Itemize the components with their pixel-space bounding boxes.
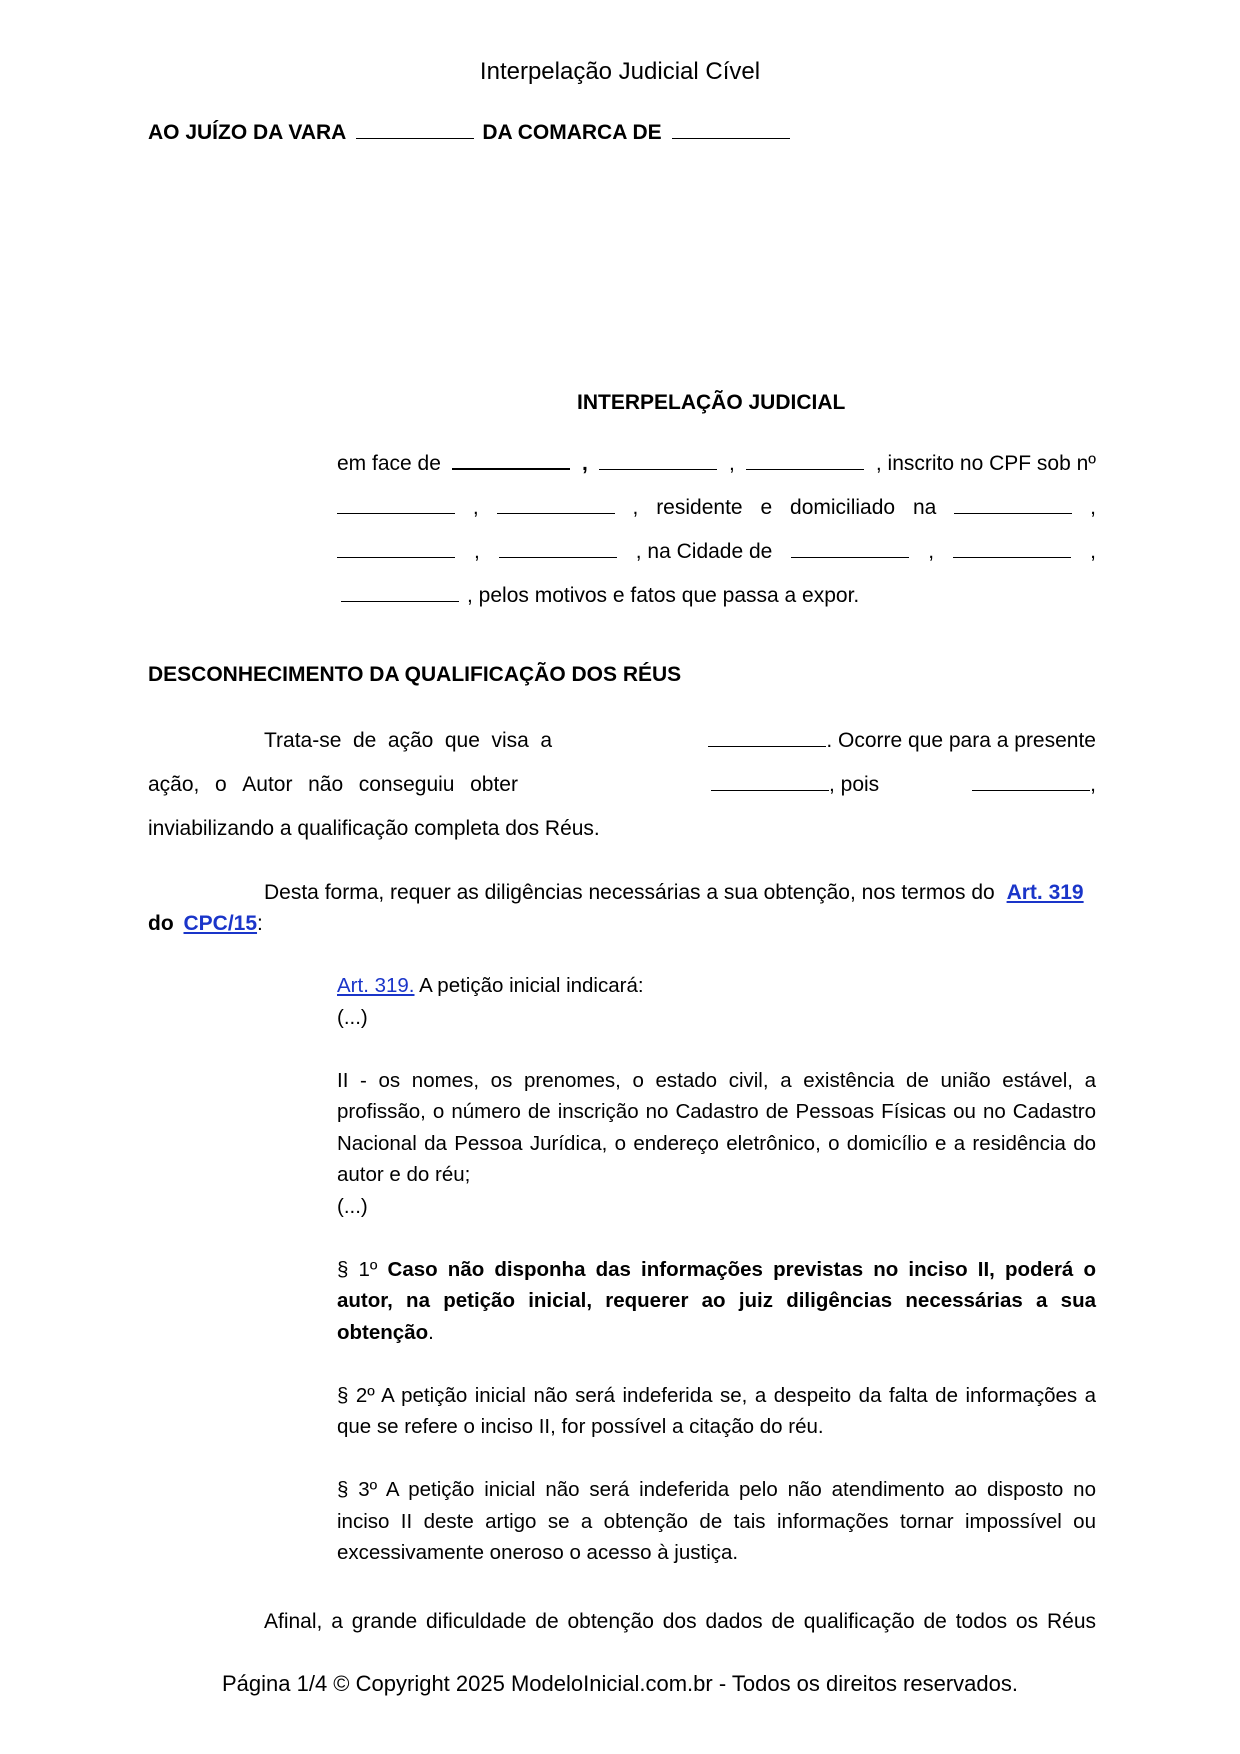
- blank: [497, 497, 615, 514]
- blank: [953, 541, 1071, 558]
- article-quote: [337, 970, 1096, 1569]
- cpf-text: , inscrito no CPF sob nº: [875, 452, 1096, 475]
- para2-text: Desta forma, requer as diligências necessárias a sua obtenção, nos termos do: [264, 881, 995, 904]
- word: domiciliado: [790, 496, 896, 519]
- quote-paragraph-3: § 3º A petição inicial não será indeferida pelo não atendimento ao disposto no inciso II deste artigo se a obtenção de tais informações tornar impossível ou excessivamente oneroso o acesso à justiça.: [337, 1478, 1096, 1564]
- word: e: [760, 496, 773, 519]
- blank: [599, 453, 717, 470]
- blank: [708, 730, 826, 747]
- do-text: do: [148, 912, 174, 935]
- qualification-line-4: [337, 574, 1096, 618]
- word: o: [214, 773, 227, 796]
- paragraph-2-line-2: [148, 902, 263, 946]
- blank-name: [452, 452, 570, 470]
- para1-line-3: inviabilizando a qualificação completa dos Réus.: [148, 817, 600, 840]
- vara-label: AO JUÍZO DA VARA: [148, 121, 347, 144]
- word: visa: [491, 729, 529, 752]
- paragraph-2-line-1: [264, 871, 1084, 915]
- para1-line1-end: . Ocorre que para a presente: [826, 729, 1096, 752]
- word: de: [352, 729, 377, 752]
- qualification-line-3: [337, 530, 1096, 574]
- comma: ,: [1090, 540, 1096, 563]
- art-319-quote-link[interactable]: Art. 319.: [337, 974, 415, 997]
- em-face-de: em face de: [337, 452, 441, 475]
- blank: [746, 453, 864, 470]
- quote-paragraph-1: [337, 1254, 1096, 1349]
- comma: ,: [1090, 496, 1096, 519]
- word: a: [540, 729, 552, 752]
- qualification-line-2: [337, 486, 1096, 530]
- closing-text: , pelos motivos e fatos que passa a expor.: [467, 584, 860, 607]
- blank: [791, 541, 909, 558]
- comma: ,: [582, 452, 588, 475]
- word: ação,: [148, 773, 200, 796]
- word: residente: [656, 496, 743, 519]
- comma: ,: [1090, 773, 1096, 796]
- word: não: [308, 773, 344, 796]
- word: Trata-se: [264, 729, 342, 752]
- p1-prefix: § 1º: [337, 1257, 388, 1281]
- quote-art-text: A petição inicial indicará:: [414, 974, 644, 997]
- p1-bold: Caso não disponha das informações previstas no inciso II, poderá o autor, na petição inicial, requerer ao juiz diligências necessárias a sua obtenção: [337, 1257, 1096, 1344]
- cpc-15-link[interactable]: CPC/15: [183, 912, 258, 935]
- word: obter: [470, 773, 518, 796]
- paragraph-3: Afinal, a grande dificuldade de obtenção dos dados de qualificação de todos os Réus: [264, 1610, 1096, 1633]
- section-heading: DESCONHECIMENTO DA QUALIFICAÇÃO DOS RÉUS: [148, 663, 682, 686]
- blank: [337, 541, 455, 558]
- p1-end: .: [428, 1320, 434, 1344]
- word: ação: [387, 729, 434, 752]
- blank: [972, 774, 1090, 791]
- art-319-link[interactable]: Art. 319: [1006, 881, 1084, 904]
- word: Autor: [242, 773, 293, 796]
- blank: [711, 774, 829, 791]
- pois-text: , pois: [828, 773, 880, 796]
- qualification-line-1: [337, 442, 1096, 486]
- comarca-blank: [672, 120, 790, 139]
- blank: [954, 497, 1072, 514]
- quote-paragraph-2: § 2º A petição inicial não será indeferida se, a despeito da falta de informações a que se refere o inciso II, for possível a citação do réu.: [337, 1383, 1096, 1438]
- comarca-label: DA COMARCA DE: [482, 121, 662, 144]
- para1-line-2: [148, 763, 1096, 807]
- comma: ,: [728, 452, 735, 475]
- word: conseguiu: [358, 773, 455, 796]
- quote-art-line: [337, 970, 1096, 1002]
- vara-blank: [356, 120, 474, 139]
- quote-inciso-ii: II - os nomes, os prenomes, o estado civil, a existência de união estável, a profissão, o número de inscrição no Cadastro de Pessoas Físicas ou no Cadastro Nacional da Pessoa Jurídica, o endereço eletrônico, o domicílio e a residência do autor e do réu;: [337, 1068, 1096, 1186]
- colon: :: [257, 912, 263, 935]
- court-addressing: [148, 120, 798, 145]
- blank: [341, 585, 459, 602]
- word: que: [444, 729, 480, 752]
- comma: ,: [473, 540, 480, 563]
- page-footer: Página 1/4 © Copyright 2025 ModeloInicial.com.br - Todos os direitos reservados.: [222, 1671, 1018, 1696]
- comma: ,: [928, 540, 935, 563]
- blank: [499, 541, 617, 558]
- document-title: INTERPELAÇÃO JUDICIAL: [577, 391, 846, 414]
- comma: ,: [472, 496, 479, 519]
- word: na: [912, 496, 937, 519]
- document-header: Interpelação Judicial Cível: [479, 58, 761, 85]
- quote-ellipsis: (...): [337, 1194, 368, 1218]
- quote-ellipsis: (...): [337, 1005, 368, 1029]
- na-cidade-de: , na Cidade de: [635, 540, 773, 563]
- comma: ,: [632, 496, 639, 519]
- blank: [337, 497, 455, 514]
- para1-line-1: [264, 719, 1096, 763]
